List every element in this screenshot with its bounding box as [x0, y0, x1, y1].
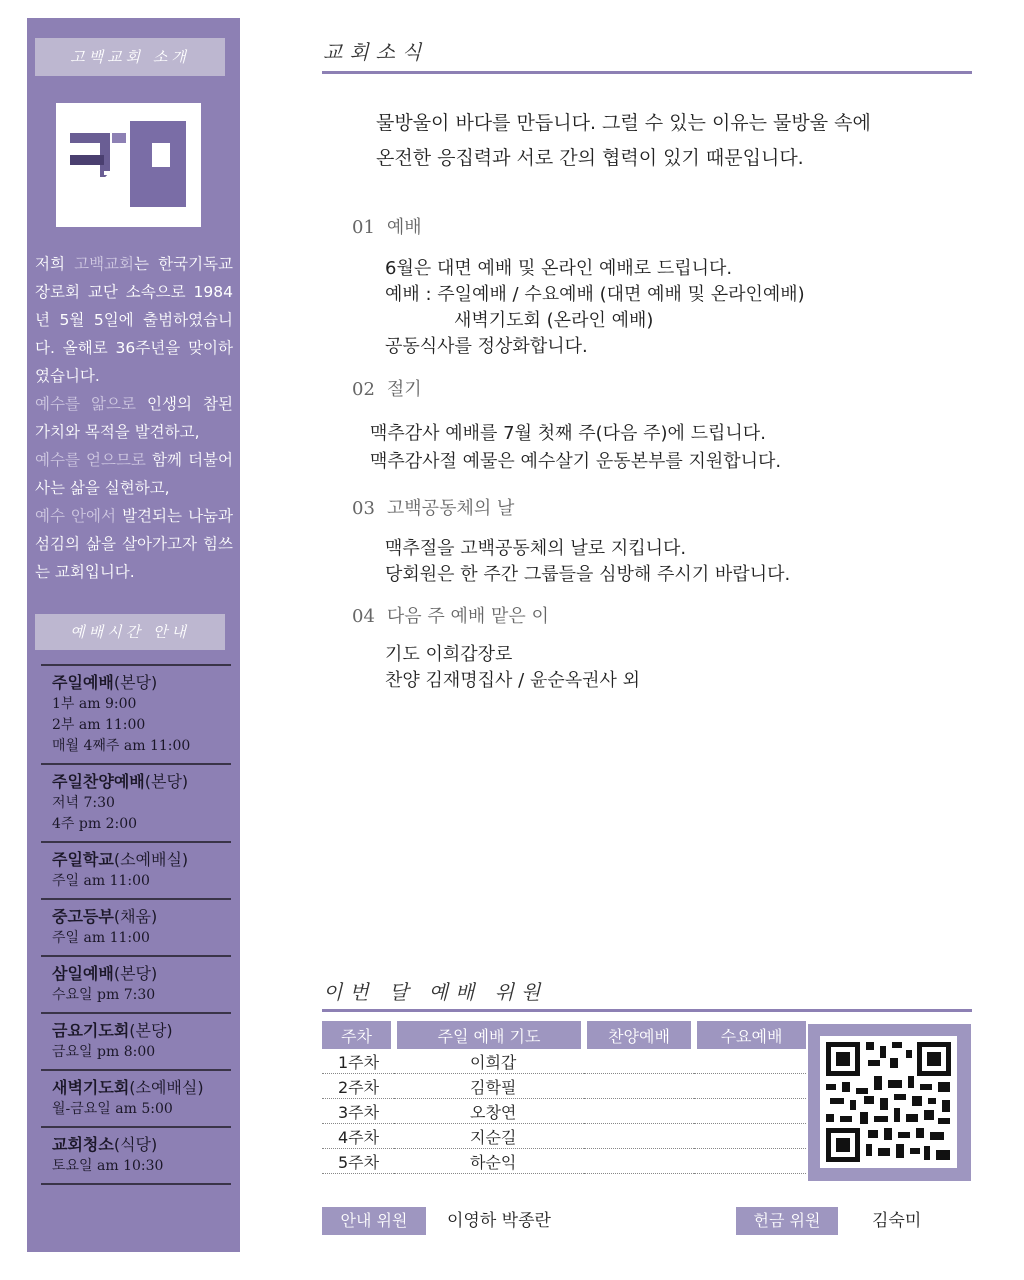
church-intro-sidebar — [27, 18, 240, 1252]
service-place: (본당) — [144, 772, 189, 791]
prayer-cell: 이희갑 — [394, 1049, 584, 1074]
item-title: 예배 — [386, 217, 422, 238]
service-time-item — [41, 664, 231, 763]
week-cell: 1주차 — [322, 1049, 394, 1074]
news-divider — [322, 71, 972, 74]
week-cell: 5주차 — [322, 1149, 394, 1174]
service-name: 주일학교 — [52, 850, 114, 869]
item-number: 04 — [352, 606, 375, 627]
intro-text-part: 발견되는 나눔과 섬김의 삶을 살아가고자 힘쓰는 교회입니다. — [35, 507, 234, 581]
intro-text-part: 함께 더불어 사는 삶을 실현하고, — [35, 451, 233, 497]
item-line: 6월은 대면 예배 및 온라인 예배로 드립니다. — [385, 258, 733, 279]
service-place: (본당) — [129, 1021, 173, 1040]
item-line: 맥추절을 고백공동체의 날로 지킵니다. — [385, 538, 687, 559]
intro-highlight-2: 예수를 얻으므로 — [35, 451, 146, 469]
prayer-cell: 오창연 — [394, 1099, 584, 1124]
service-place: (채움) — [113, 907, 158, 926]
service-time-item — [41, 955, 231, 1012]
service-title — [52, 1020, 231, 1042]
item-line: 예배 : 주일예배 / 수요예배 (대면 예배 및 온라인예배) — [385, 284, 805, 305]
table-row — [322, 1049, 806, 1074]
service-time-item — [41, 1012, 231, 1069]
service-time: 금요일 pm 8:00 — [52, 1044, 156, 1060]
item-title: 절기 — [386, 379, 422, 400]
service-title — [52, 1077, 231, 1099]
wednesday-cell — [694, 1074, 806, 1099]
item-line: 당회원은 한 주간 그룹들을 심방해 주시기 바랍니다. — [385, 564, 791, 585]
item-title: 고백공동체의 날 — [386, 498, 515, 519]
intro-text-part: 인생의 참된 가치와 목적을 발견하고, — [35, 395, 233, 441]
service-title — [52, 849, 231, 871]
service-name: 주일예배 — [52, 673, 114, 692]
prayer-cell: 하순익 — [394, 1149, 584, 1174]
wednesday-cell — [694, 1124, 806, 1149]
service-time-item — [41, 1069, 231, 1126]
duty-table — [322, 1021, 806, 1174]
item-line: 새벽기도회 (온라인 예배) — [454, 310, 654, 331]
staff-divider — [322, 1009, 972, 1012]
service-time-item — [41, 898, 231, 955]
news-item-body — [385, 642, 640, 694]
offering-names: 김숙미 — [872, 1211, 922, 1231]
service-name: 삼일예배 — [52, 964, 114, 983]
intro-highlight-3: 예수 안에서 — [35, 507, 116, 525]
service-time: 수요일 pm 7:30 — [52, 987, 156, 1003]
week-cell: 3주차 — [322, 1099, 394, 1124]
service-name: 중고등부 — [52, 907, 114, 926]
service-time: 4주 pm 2:00 — [52, 816, 138, 832]
service-title — [52, 1134, 231, 1156]
service-times-list — [41, 664, 231, 1185]
intro-heading: 고백교회 소개 — [35, 38, 225, 76]
praise-cell — [584, 1149, 694, 1174]
news-item-heading — [352, 375, 422, 401]
service-time: 주일 am 11:00 — [52, 930, 150, 946]
table-row — [322, 1099, 806, 1124]
intro-highlight-1: 예수를 앎으로 — [35, 395, 136, 413]
service-name: 새벽기도회 — [52, 1078, 130, 1097]
church-logo-icon — [56, 103, 201, 227]
table-header-praise: 찬양예배 — [584, 1021, 694, 1049]
praise-cell — [584, 1124, 694, 1149]
item-line: 공동식사를 정상화합니다. — [385, 336, 588, 357]
wednesday-cell — [694, 1149, 806, 1174]
church-logo — [56, 103, 201, 227]
service-time: 2부 am 11:00 — [52, 717, 146, 733]
praise-cell — [584, 1049, 694, 1074]
item-line: 찬양 김재명집사 / 윤순옥권사 외 — [385, 670, 640, 691]
service-time-item — [41, 841, 231, 898]
service-place: (본당) — [113, 964, 158, 983]
service-place: (식당) — [113, 1135, 158, 1154]
service-title — [52, 963, 231, 985]
week-cell: 2주차 — [322, 1074, 394, 1099]
table-row — [322, 1124, 806, 1149]
guide-names: 이영하 박종란 — [447, 1211, 551, 1231]
table-row — [322, 1074, 806, 1099]
lead-line: 물방울이 바다를 만듭니다. 그럴 수 있는 이유는 물방울 속에 — [376, 112, 871, 134]
news-lead — [376, 106, 966, 176]
prayer-cell: 김학필 — [394, 1074, 584, 1099]
service-name: 금요기도회 — [52, 1021, 130, 1040]
service-name: 교회청소 — [52, 1135, 114, 1154]
wednesday-cell — [694, 1049, 806, 1074]
news-item-heading — [352, 494, 514, 520]
service-title — [52, 906, 231, 928]
wednesday-cell — [694, 1099, 806, 1124]
praise-cell — [584, 1099, 694, 1124]
item-line: 맥추감사절 예물은 예수살기 운동본부를 지원합니다. — [370, 451, 782, 472]
praise-cell — [584, 1074, 694, 1099]
news-item-body — [370, 420, 781, 476]
item-line: 맥추감사 예배를 7월 첫째 주(다음 주)에 드립니다. — [370, 423, 766, 444]
news-item-heading — [352, 213, 422, 239]
qr-code-frame — [808, 1024, 971, 1181]
service-name: 주일찬양예배 — [52, 772, 145, 791]
service-time: 저녁 7:30 — [52, 795, 115, 811]
news-item-heading — [352, 602, 549, 628]
item-line: 기도 이희갑장로 — [385, 644, 513, 665]
service-time: 주일 am 11:00 — [52, 873, 150, 889]
table-row — [322, 1149, 806, 1174]
offering-label: 헌금 위원 — [736, 1207, 838, 1235]
table-header-prayer: 주일 예배 기도 — [394, 1021, 584, 1049]
intro-text-part: 는 한국기독교 장로회 교단 소속으로 1984년 5월 5일에 출범하였습니다. 올해로 36주년을 맞이하였습니다. — [35, 255, 234, 385]
service-place: (본당) — [113, 673, 158, 692]
service-place: (소예배실) — [113, 850, 189, 869]
service-time: 월-금요일 am 5:00 — [52, 1101, 173, 1117]
lead-line: 온전한 응집력과 서로 간의 협력이 있기 때문입니다. — [376, 147, 804, 169]
service-time: 1부 am 9:00 — [52, 696, 137, 712]
intro-text-part: 저희 — [35, 255, 75, 273]
item-number: 03 — [352, 498, 375, 519]
table-header-week: 주차 — [322, 1021, 394, 1049]
church-name-highlight: 고백교회 — [74, 255, 135, 273]
week-cell: 4주차 — [322, 1124, 394, 1149]
guide-label: 안내 위원 — [322, 1207, 426, 1235]
news-title: 교회소식 — [323, 40, 429, 64]
service-time-item — [41, 763, 231, 841]
service-place: (소예배실) — [129, 1078, 204, 1097]
service-time-item — [41, 1126, 231, 1185]
news-item-body — [385, 256, 805, 360]
table-header-wednesday: 수요예배 — [694, 1021, 806, 1049]
intro-text — [35, 250, 233, 586]
service-time: 매월 4째주 am 11:00 — [52, 738, 191, 754]
service-title — [52, 672, 231, 694]
item-title: 다음 주 예배 맡은 이 — [386, 606, 549, 627]
item-number: 02 — [352, 379, 375, 400]
news-item-body — [385, 536, 790, 588]
qr-code-icon[interactable] — [820, 1036, 957, 1168]
service-time: 토요일 am 10:30 — [52, 1158, 164, 1174]
service-title — [52, 771, 231, 793]
prayer-cell: 지순길 — [394, 1124, 584, 1149]
service-times-heading: 예배시간 안내 — [35, 614, 225, 650]
staff-title: 이번 달 예배 위원 — [323, 980, 548, 1004]
item-number: 01 — [352, 217, 375, 238]
